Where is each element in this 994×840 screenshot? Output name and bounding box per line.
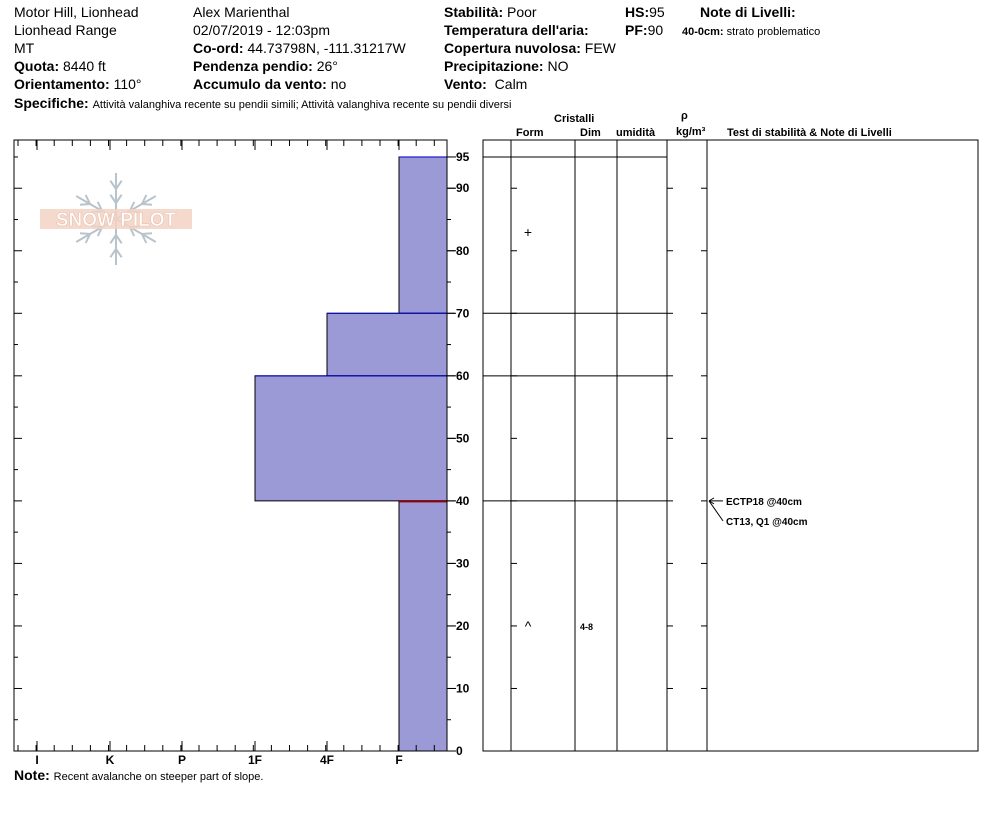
location-line3: MT <box>14 40 35 56</box>
observer: Alex Marienthal <box>193 4 290 20</box>
slope-label: Pendenza pendio: <box>193 58 313 74</box>
specifics-value: Attività valanghiva recente su pendii simili; Attività valanghiva recente su pendii diversi <box>92 99 512 111</box>
depth-label-30: 30 <box>456 556 470 571</box>
layer-note-text: strato problematico <box>726 26 821 38</box>
wind-loading-value: no <box>330 76 347 92</box>
hardness-label-F: F <box>395 753 403 767</box>
pf-label: PF: <box>625 22 648 38</box>
note-value: Recent avalanche on steeper part of slope. <box>53 771 264 783</box>
depth-label-70: 70 <box>456 306 470 321</box>
hardness-layer-0 <box>399 157 447 313</box>
moisture-header: umidità <box>616 127 656 139</box>
rho-header: ρ <box>681 110 688 122</box>
elevation-value: 8440 ft <box>63 58 106 74</box>
depth-axis <box>447 150 470 758</box>
depth-label-10: 10 <box>456 681 470 696</box>
aspect-label: Orientamento: <box>14 76 110 92</box>
grain-size-1: 4-8 <box>580 621 594 632</box>
depth-label-20: 20 <box>456 618 470 633</box>
note-label: Note: <box>14 767 50 783</box>
hardness-layer-2 <box>255 376 447 501</box>
layer-note-range: 40-0cm: <box>682 26 724 38</box>
depth-label-80: 80 <box>456 243 470 258</box>
aspect-value: 110° <box>113 76 142 92</box>
elevation-label: Quota: <box>14 58 60 74</box>
hardness-label-I: I <box>35 753 39 767</box>
hardness-layer-3 <box>399 501 447 751</box>
stability-test-pointer-1 <box>709 501 723 521</box>
precip-value: NO <box>547 58 569 74</box>
precip-label: Precipitazione: <box>444 58 544 74</box>
hardness-layer-1 <box>327 313 447 376</box>
note <box>14 767 263 785</box>
density-unit-header: kg/m³ <box>676 126 706 138</box>
snowflake-branch <box>142 233 152 234</box>
snowflake-branch <box>80 233 90 234</box>
snowflake-branch <box>80 204 90 205</box>
datetime: 02/07/2019 - 12:03pm <box>193 22 330 38</box>
location-line1: Motor Hill, Lionhead <box>14 4 139 20</box>
hardness-graph <box>14 140 447 767</box>
hs-label: HS: <box>625 4 650 20</box>
sky-value: FEW <box>584 40 616 56</box>
depth-label-60: 60 <box>456 368 470 383</box>
wind-label: Vento: <box>444 76 487 92</box>
stability-test-0: ECTP18 @40cm <box>726 496 802 508</box>
crystal-table <box>483 140 978 751</box>
table-frame <box>483 140 978 751</box>
layer-notes-label: Note di Livelli: <box>700 4 796 20</box>
air-temp-label: Temperatura dell'aria: <box>444 22 589 38</box>
coord-label: Co-ord: <box>193 40 244 56</box>
stability-test-1: CT13, Q1 @40cm <box>726 516 808 528</box>
hardness-label-4F: 4F <box>319 753 335 767</box>
wind-loading-label: Accumulo da vento: <box>193 76 327 92</box>
hardness-label-P: P <box>177 753 187 767</box>
coord-value: 44.73798N, -111.31217W <box>247 40 406 56</box>
grain-form-0: + <box>523 224 533 241</box>
depth-label-50: 50 <box>456 431 470 446</box>
hs-value: 95 <box>649 4 665 20</box>
dim-header: Dim <box>580 127 601 139</box>
depth-label-0: 0 <box>456 744 463 758</box>
depth-label-90: 90 <box>456 181 470 196</box>
crystals-header: Cristalli <box>554 113 595 125</box>
hardness-label-K: K <box>105 753 115 767</box>
depth-label-95: 95 <box>456 149 470 164</box>
sky-label: Copertura nuvolosa: <box>444 40 581 56</box>
snowflake-branch <box>142 204 152 205</box>
grain-form-1: ^ <box>524 617 532 634</box>
location-line2: Lionhead Range <box>14 22 117 38</box>
logo-text: SNOW PILOT <box>55 210 177 231</box>
specifics-label: Specifiche: <box>14 95 89 111</box>
hardness-label-1F: 1F <box>247 753 263 767</box>
form-header: Form <box>516 127 544 139</box>
tests-header: Test di stabilità & Note di Livelli <box>727 127 892 139</box>
snowpilot-logo <box>40 173 192 265</box>
slope-value: 26° <box>316 58 338 74</box>
depth-label-40: 40 <box>456 493 470 508</box>
stability-value: Poor <box>507 4 537 20</box>
pf-value: 90 <box>647 22 664 38</box>
stability-label: Stabilità: <box>444 4 504 20</box>
wind-value: Calm <box>494 76 528 92</box>
